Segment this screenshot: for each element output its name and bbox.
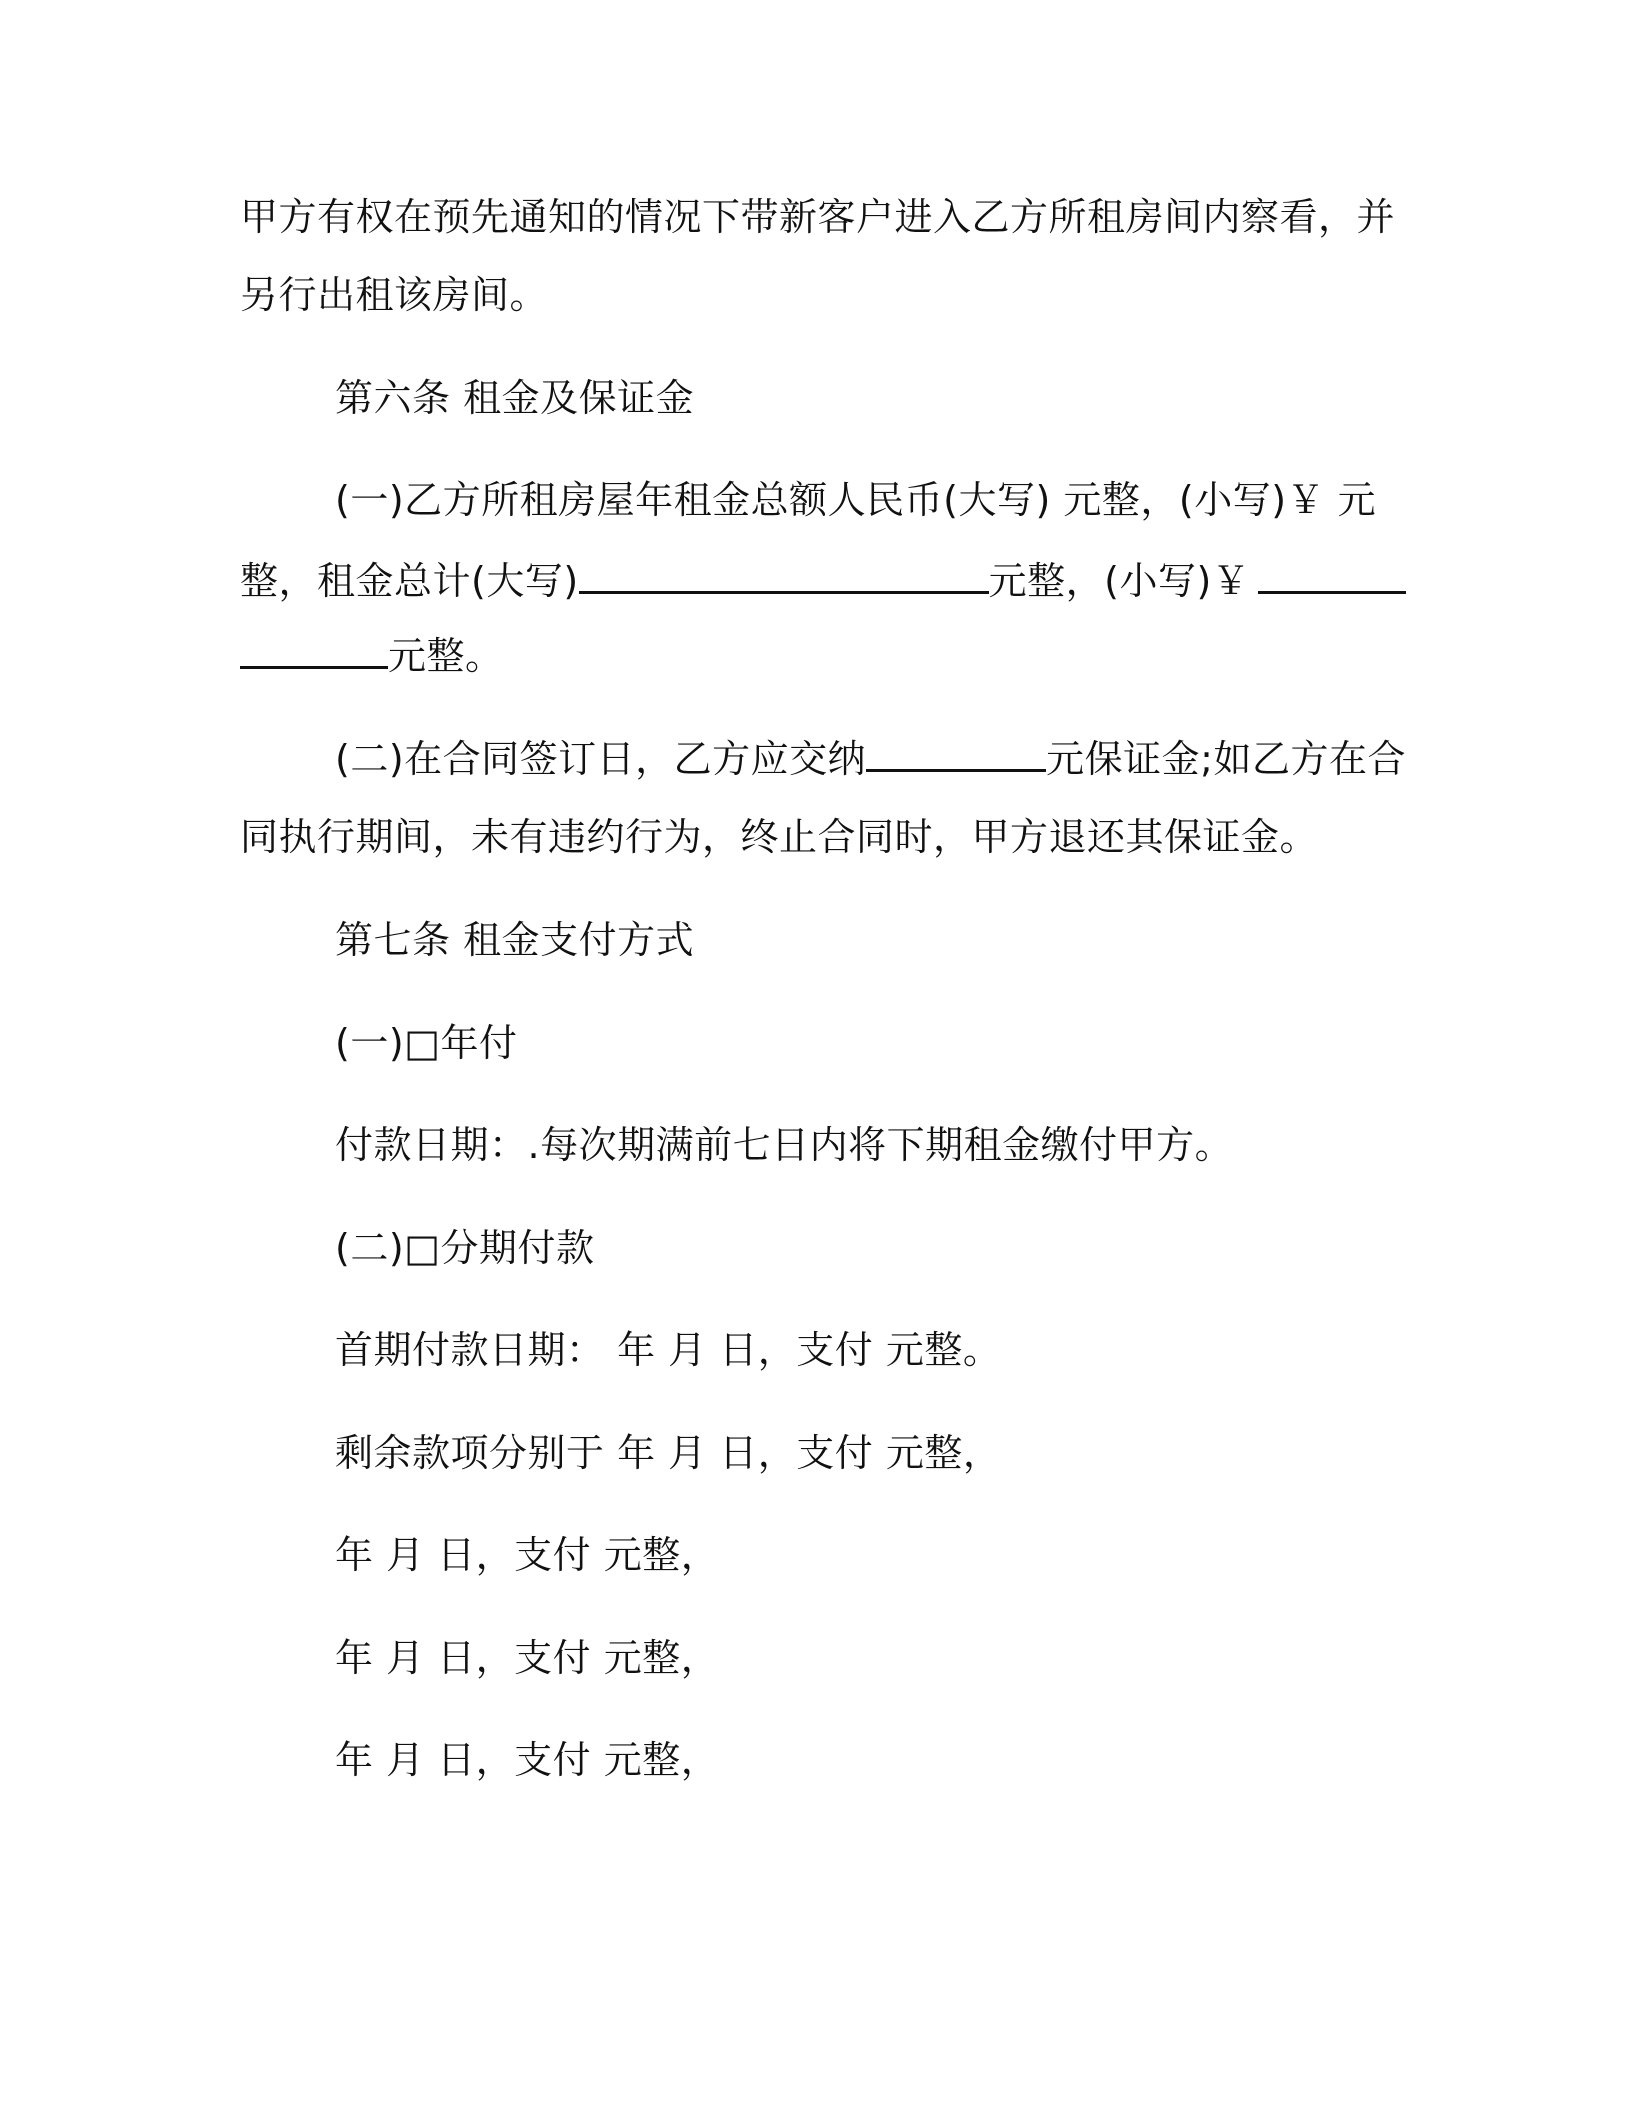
paragraph-line (240, 270, 548, 320)
paragraph-line (335, 1325, 1001, 1375)
paragraph-line (335, 1530, 719, 1580)
paragraph-line (335, 475, 1376, 525)
text: (一)□年付 (335, 1021, 518, 1065)
text: 甲方有权在预先通知的情况下带新客户进入乙方所租房间内察看，并 (240, 195, 1396, 239)
heading-text: 第六条 租金及保证金 (335, 376, 695, 420)
text: 付款日期：.每次期满前七日内将下期租金缴付甲方。 (335, 1123, 1234, 1167)
article-6-heading (335, 373, 694, 423)
paragraph-line (335, 1428, 1001, 1478)
text: 年 月 日，支付 元整， (335, 1533, 720, 1577)
heading-text: 第七条 租金支付方式 (335, 918, 695, 962)
text: 首期付款日期： 年 月 日，支付 元整。 (335, 1328, 1002, 1372)
paragraph-line (335, 1633, 719, 1683)
text: 元保证金;如乙方在合 (1046, 737, 1406, 781)
text: 元整。 (388, 634, 504, 678)
paragraph-line (335, 1120, 1233, 1170)
text: 整，租金总计(大写) (240, 559, 579, 603)
payment-option-annual (335, 1018, 518, 1068)
fill-blank[interactable] (579, 555, 989, 594)
text: 年 月 日，支付 元整， (335, 1636, 720, 1680)
fill-blank[interactable] (866, 733, 1046, 772)
payment-option-installment (335, 1223, 595, 1273)
text: 剩余款项分别于 年 月 日，支付 元整， (335, 1431, 1002, 1475)
text: (二)在合同签订日，乙方应交纳 (335, 737, 867, 781)
text: (二)□分期付款 (335, 1226, 595, 1270)
paragraph-line (240, 812, 1318, 862)
paragraph-line (240, 192, 1395, 242)
text: 元整，(小写)￥ (988, 559, 1251, 603)
paragraph-line (335, 1735, 719, 1785)
paragraph-line (240, 630, 504, 681)
paragraph-line (240, 555, 1406, 606)
text: 同执行期间，未有违约行为，终止合同时，甲方退还其保证金。 (240, 815, 1319, 859)
text: (一)乙方所租房屋年租金总额人民币(大写) 元整，(小写)￥ 元 (335, 478, 1377, 522)
fill-blank[interactable] (1258, 555, 1406, 594)
text: 年 月 日，支付 元整， (335, 1738, 720, 1782)
fill-blank[interactable] (240, 630, 388, 669)
paragraph-line (335, 733, 1406, 784)
article-7-heading (335, 915, 694, 965)
text: 另行出租该房间。 (240, 273, 549, 317)
